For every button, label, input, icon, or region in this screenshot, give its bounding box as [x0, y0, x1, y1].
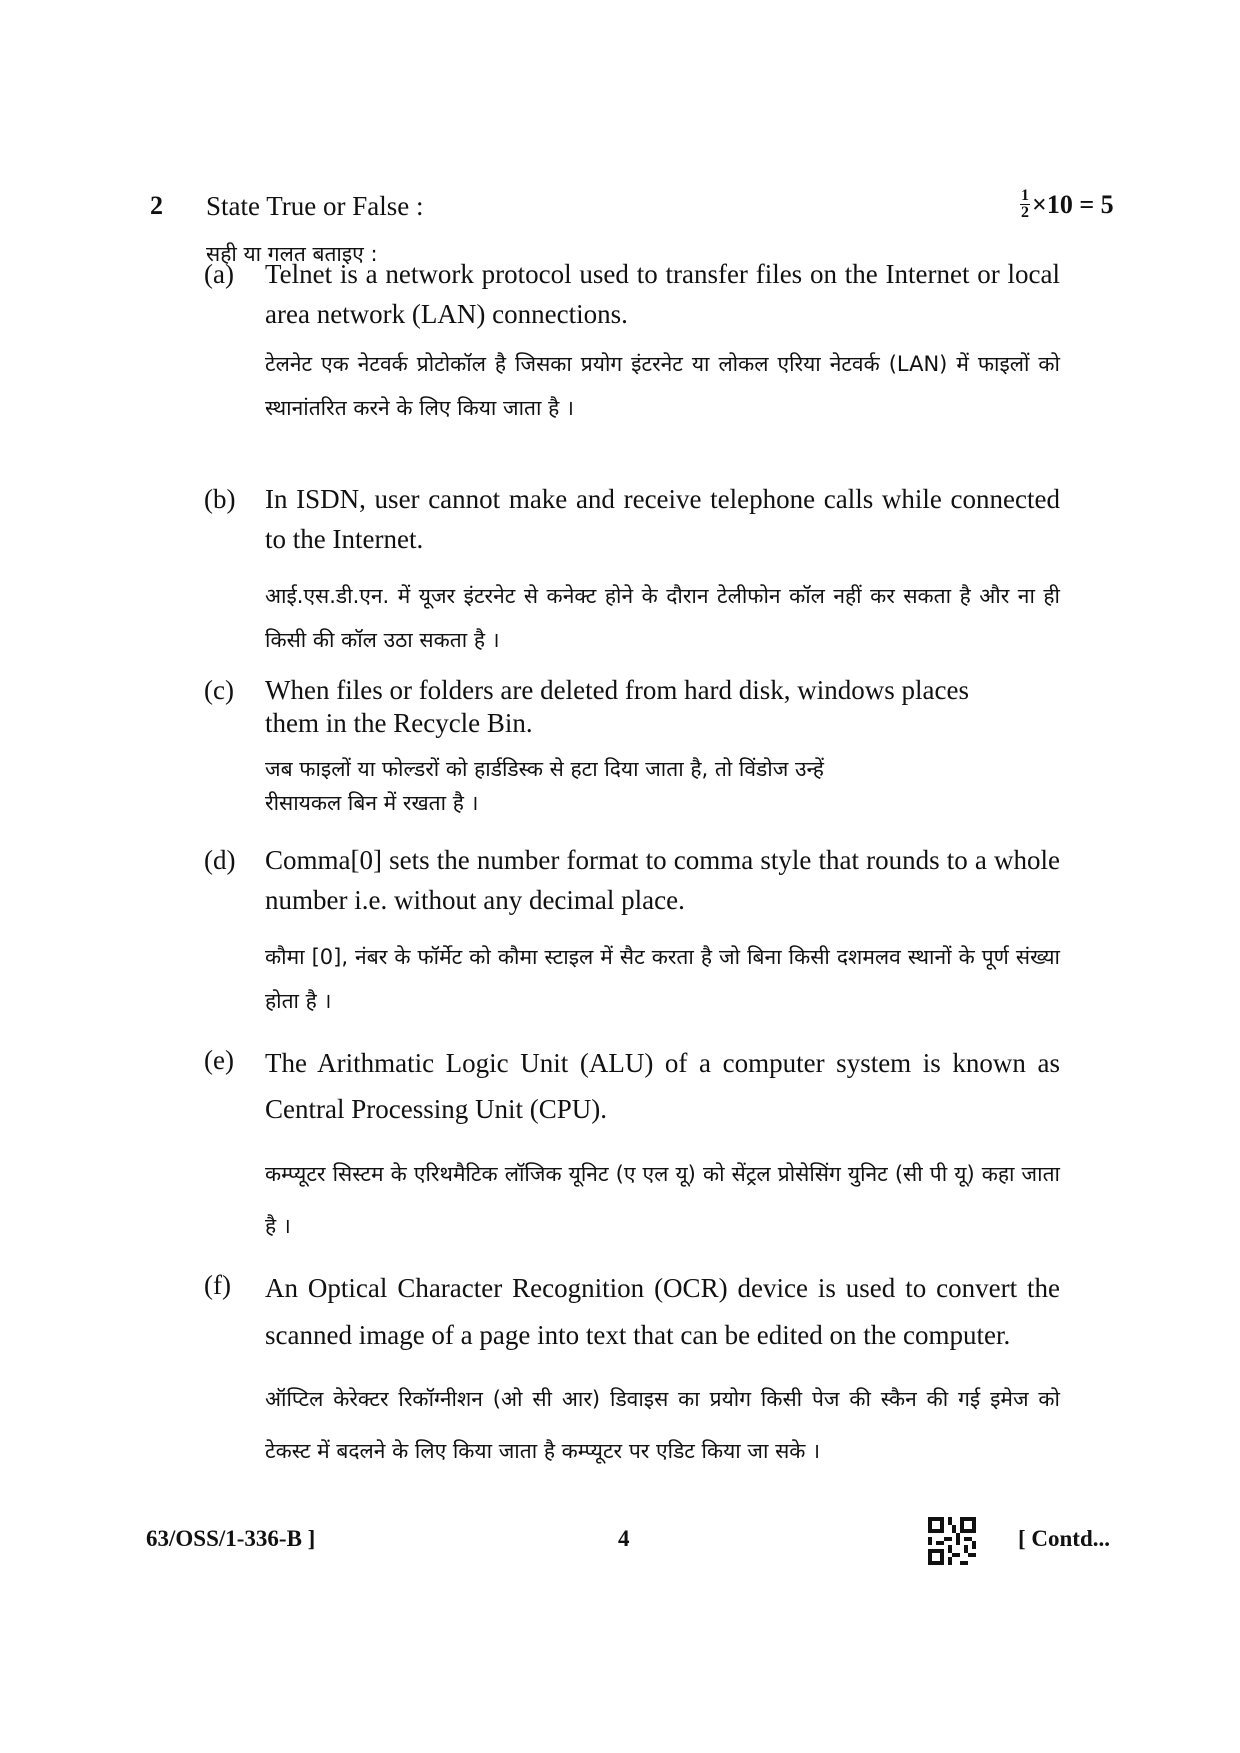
question-number: 2	[150, 191, 163, 220]
marks-denominator: 2	[1021, 204, 1029, 221]
item-label: (a)	[204, 259, 234, 289]
item-label: (d)	[204, 845, 236, 875]
item-hindi-text: ऑप्टिल केरेक्टर रिकॉग्नीशन (ओ सी आर) डिवाइस का प्रयोग किसी पेज की स्कैन की गई इमेज को टेकस्ट में बदलने के लिए किया जाता है कम्प्यूटर पर एडिट किया जा सके ।	[265, 1387, 1060, 1463]
question-stem-hindi: सही या गलत बताइए :	[206, 242, 378, 266]
item-hindi-line: जब फाइलों या फोल्डरों को हार्डडिस्क से हटा दिया जाता है, तो विंडोज उन्हें	[265, 757, 824, 781]
marks-allocation	[1020, 188, 1114, 221]
item-english-text: Comma[0] sets the number format to comma style that rounds to a whole number i.e. without any decimal place.	[265, 845, 1060, 915]
item-english-line: them in the Recycle Bin.	[265, 708, 533, 738]
item-english-text: In ISDN, user cannot make and receive telephone calls while connected to the Internet.	[265, 484, 1060, 554]
item-hindi-line: रीसायकल बिन में रखता है ।	[265, 791, 479, 815]
item-label: (b)	[204, 484, 236, 514]
item-label: (f)	[204, 1270, 231, 1300]
paper-code: 63/OSS/1-336-B ]	[146, 1526, 316, 1551]
item-hindi-text: टेलनेट एक नेटवर्क प्रोटोकॉल है जिसका प्रयोग इंटरनेट या लोकल एरिया नेटवर्क (LAN) में फाइलों को स्थानांतरित करने के लिए किया जाता है ।	[265, 352, 1060, 420]
item-label: (e)	[204, 1045, 234, 1075]
item-hindi-text: कौमा [0], नंबर के फॉर्मेट को कौमा स्टाइल में सैट करता है जो बिना किसी दशमलव स्थानों के पूर्ण संख्या होता है ।	[265, 945, 1060, 1013]
marks-fraction	[1020, 188, 1030, 221]
item-english-line: When files or folders are deleted from hard disk, windows places	[265, 675, 970, 705]
item-hindi-text: आई.एस.डी.एन. में यूजर इंटरनेट से कनेक्ट होने के दौरान टेलीफोन कॉल नहीं कर सकता है और ना ही किसी की कॉल उठा सकता है ।	[265, 584, 1060, 652]
marks-numerator: 1	[1021, 187, 1029, 204]
item-english-text	[265, 674, 1060, 740]
item-english-text: Telnet is a network protocol used to transfer files on the Internet or local area network (LAN) connections.	[265, 259, 1060, 329]
question-stem-english: State True or False :	[206, 191, 424, 221]
qr-code-icon	[928, 1517, 976, 1565]
page-number: 4	[618, 1526, 630, 1551]
continued-marker: [ Contd...	[1018, 1526, 1111, 1551]
item-english-text: An Optical Character Recognition (OCR) device is used to convert the scanned image of a page into text that can be edited on the computer.	[265, 1273, 1060, 1350]
item-english-text: The Arithmatic Logic Unit (ALU) of a computer system is known as Central Processing Unit (CPU).	[265, 1048, 1060, 1124]
item-hindi-text: कम्प्यूटर सिस्टम के एरिथमैटिक लॉजिक यूनिट (ए एल यू) को सेंट्रल प्रोसेसिंग युनिट (सी पी यू) कहा जाता है ।	[265, 1162, 1060, 1238]
marks-total: ×10 = 5	[1032, 189, 1114, 219]
item-hindi-text	[265, 752, 1060, 820]
item-label: (c)	[204, 675, 234, 705]
